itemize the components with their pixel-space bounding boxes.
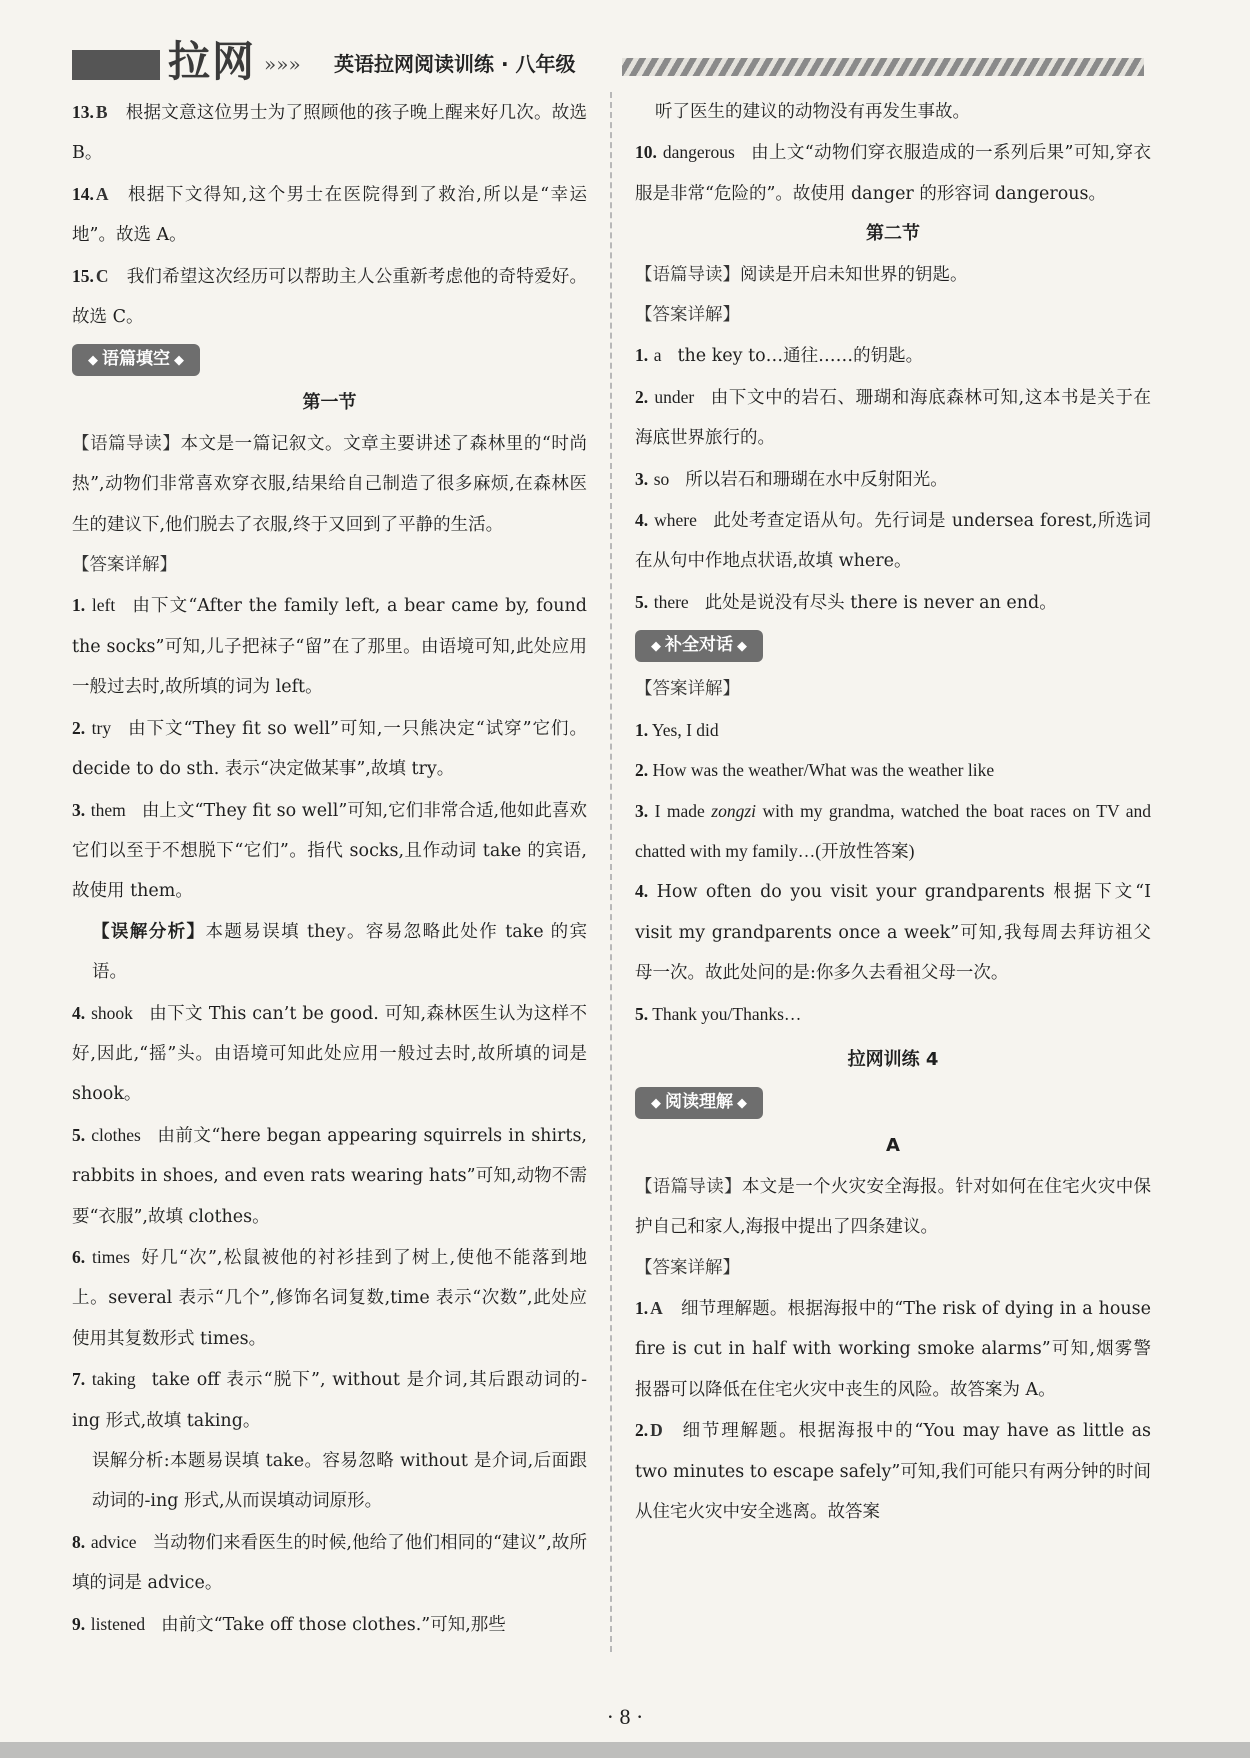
column-divider: [610, 92, 612, 1652]
error-analysis-3: 【误解分析】本题易误填 they。容易忽略此处作 take 的宾语。: [92, 921, 587, 983]
answer-section2-3: 3. so 所以岩石和珊瑚在水中反射阳光。: [635, 468, 948, 490]
left-column: [72, 92, 587, 1645]
header-stripe: [622, 58, 1144, 76]
reading-guide-3: 【语篇导读】本文是一个火灾安全海报。针对如何在住宅火灾中保护自己和家人,海报中提出了四条建议。: [635, 1176, 1152, 1238]
answer-cloze-3: 3. them 由上文“They fit so well”可知,它们非常合适,他如此喜欢它们以至于不想脱下“它们”。指代 socks,且作动词 take 的宾语,故使用 them。: [72, 799, 587, 902]
answer-section2-2: 2. under 由下文中的岩石、珊瑚和海底森林可知,这本书是关于在海底世界旅行的。: [635, 386, 1151, 449]
section-tab-dialogue: ◆ 补全对话 ◆: [635, 623, 1151, 669]
section-tab-reading: ◆ 阅读理解 ◆: [635, 1080, 1151, 1126]
answer-13: 13. B 根据文意这位男士为了照顾他的孩子晚上醒来好几次。故选 B。: [72, 102, 587, 164]
answer-cloze-9-continued: 听了医生的建议的动物没有再发生事故。: [655, 102, 970, 122]
answer-section2-1: 1. a the key to…通往……的钥匙。: [635, 345, 924, 367]
page-number: · 8 ·: [606, 1704, 644, 1729]
header-logo: 拉网: [168, 37, 257, 86]
answer-14: 14. A 根据下文得知,这个男士在医院得到了救治,所以是“幸运地”。故选 A。: [72, 183, 587, 246]
dialogue-answer-1: 1. Yes, I did: [635, 719, 719, 740]
section-tab-cloze: ◆ 语篇填空 ◆: [72, 337, 587, 383]
answer-cloze-7: 7. taking take off 表示“脱下”, without 是介词,其后跟动词的-ing 形式,故填 taking。: [72, 1369, 587, 1431]
answer-section2-4: 4. where 此处考查定语从句。先行词是 undersea forest,所选词在从句中作地点状语,故填 where。: [635, 510, 1151, 572]
subsection-title-2: 第二节: [866, 223, 920, 245]
error-analysis-7: 误解分析:本题易误填 take。容易忽略 without 是介词,后面跟动词的-ing 形式,从而误填动词原形。: [92, 1451, 587, 1512]
page-header: [72, 37, 1144, 86]
answer-cloze-10: 10. dangerous 由上文“动物们穿衣服造成的一系列后果”可知,穿衣服是非常“危险的”。故使用 danger 的形容词 dangerous。: [635, 142, 1151, 204]
reading-guide-1: 【语篇导读】本文是一篇记叙文。文章主要讲述了森林里的“时尚热”,动物们非常喜欢穿衣服,结果给自己制造了很多麻烦,在森林医生的建议下,他们脱去了衣服,终于又回到了平静的生活。: [72, 433, 588, 535]
subsection-title-1: 第一节: [302, 392, 357, 414]
answers-heading-3: 【答案详解】: [635, 679, 740, 700]
right-column: [635, 92, 1151, 1532]
answer-cloze-1: 1. left 由下文“After the family left, a bear came by, found the socks”可知,儿子把袜子“留”在了那里。由语境可知,此处应用一般过去时,故所填的词为 left。: [72, 595, 587, 698]
answer-cloze-8: 8. advice 当动物们来看医生的时候,他给了他们相同的“建议”,故所填的词是 advice。: [72, 1531, 587, 1594]
reading-answer-1: 1. A 细节理解题。根据海报中的“The risk of dying in a house fire is cut in half with working smoke alarms”可知,烟雾警报器可以降低在住宅火灾中丧生的风险。故答案为 A。: [635, 1297, 1151, 1400]
answers-heading-1: 【答案详解】: [72, 555, 177, 576]
answer-cloze-5: 5. clothes 由前文“here began appearing squirrels in shirts, rabbits in shoes, and even rats wearing hats”可知,动物不需要“衣服”,故填 clothes。: [72, 1124, 587, 1227]
answer-15: 15. C 我们希望这次经历可以帮助主人公重新考虑他的奇特爱好。故选 C。: [72, 265, 587, 328]
header-arrows: »»»: [264, 52, 301, 76]
dialogue-answer-2: 2. How was the weather/What was the weather like: [635, 760, 995, 781]
reading-answer-2: 2. D 细节理解题。根据海报中的“You may have as little as two minutes to escape safely”可知,我们可能只有两分钟的时间从住宅火灾中安全逃离。故答案: [635, 1420, 1151, 1522]
answers-heading-2: 【答案详解】: [635, 305, 740, 326]
header-dark-block: [72, 50, 160, 80]
answer-cloze-9: 9. listened 由前文“Take off those clothes.”可知,那些: [72, 1613, 506, 1635]
answer-cloze-6: 6. times 好几“次”,松鼠被他的衬衫挂到了树上,使他不能落到地上。several 表示“几个”,修饰名词复数,time 表示“次数”,此处应使用其复数形式 times。: [72, 1246, 587, 1349]
dialogue-answer-5: 5. Thank you/Thanks…: [635, 1003, 802, 1024]
footer-bar: [0, 1742, 1250, 1758]
answer-section2-5: 5. there 此处是说没有尽头 there is never an end。: [635, 591, 1057, 613]
answer-cloze-4: 4. shook 由下文 This can’t be good. 可知,森林医生认为这样不好,因此,“摇”头。由语境可知此处应用一般过去时,故所填的词是 shook。: [72, 1002, 587, 1105]
answers-heading-4: 【答案详解】: [635, 1257, 740, 1278]
dialogue-answer-4: 4. How often do you visit your grandparents 根据下文“I visit my grandparents once a week”可知,我每周去拜访祖父母一次。故此处问的是:你多久去看祖父母一次。: [635, 881, 1151, 984]
training-title: 拉网训练 4: [847, 1048, 939, 1070]
header-title: 英语拉网阅读训练 · 八年级: [334, 52, 576, 76]
answer-cloze-2: 2. try 由下文“They fit so well”可知,一只熊决定“试穿”它们。decide to do sth. 表示“决定做某事”,故填 try。: [72, 717, 587, 780]
reading-guide-2: 【语篇导读】阅读是开启未知世界的钥匙。: [635, 264, 968, 285]
dialogue-answer-3: 3. I made zongzi with my grandma, watched the boat races on TV and chatted with my family…(开放性答案): [635, 800, 1152, 861]
part-a-title: A: [886, 1135, 900, 1157]
